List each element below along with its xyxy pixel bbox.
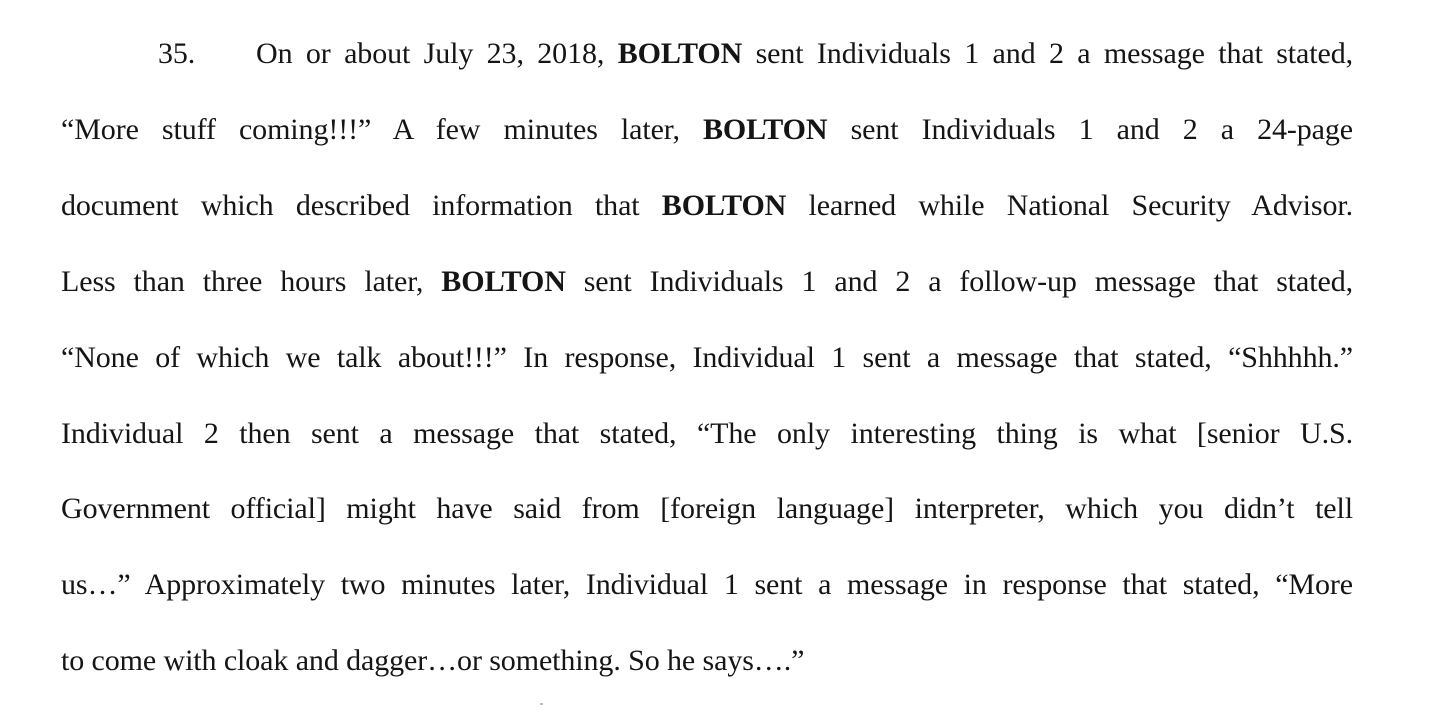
- paragraph-line-6: [61, 417, 1353, 451]
- bold-name: BOLTON: [661, 189, 787, 222]
- text-segment: Individual 2 then sent a message that stated, “The only interesting thing is what [senior U.S.: [61, 417, 1353, 450]
- text-segment: us…” Approximately two minutes later, Individual 1 sent a message in response that stated, “More: [61, 568, 1353, 601]
- scan-speck: [540, 703, 543, 705]
- paragraph-line-1: [158, 37, 1353, 71]
- text-segment: Less than three hours later,: [61, 265, 442, 298]
- text-segment: document which described information that: [61, 189, 662, 222]
- text-segment: to come with cloak and dagger…or something. So he says….”: [61, 644, 805, 677]
- text-segment: “None of which we talk about!!!” In response, Individual 1 sent a message that stated, “Shhhhh.”: [61, 341, 1353, 374]
- text-segment: On or about July 23, 2018,: [256, 37, 618, 70]
- paragraph-line-9: [61, 644, 1353, 678]
- text-segment: “More stuff coming!!!” A few minutes later,: [61, 113, 703, 146]
- paragraph-line-3: [61, 189, 1353, 223]
- paragraph-line-5: [61, 341, 1353, 375]
- paragraph-line-2: [61, 113, 1353, 147]
- paragraph-line-7: [61, 492, 1353, 526]
- bold-name: BOLTON: [441, 265, 566, 298]
- paragraph-number: 35.: [158, 37, 196, 70]
- text-segment: sent Individuals 1 and 2 a message that stated,: [742, 37, 1353, 70]
- paragraph-line-8: [61, 568, 1353, 602]
- text-segment: sent Individuals 1 and 2 a follow-up message that stated,: [565, 265, 1353, 298]
- text-segment: sent Individuals 1 and 2 a 24-page: [827, 113, 1353, 146]
- bold-name: BOLTON: [703, 113, 828, 146]
- text-segment: learned while National Security Advisor.: [786, 189, 1353, 222]
- text-segment: Government official] might have said from [foreign language] interpreter, which you didn’t tell: [61, 492, 1353, 525]
- paragraph-line-4: [61, 265, 1353, 299]
- bold-name: BOLTON: [617, 37, 743, 70]
